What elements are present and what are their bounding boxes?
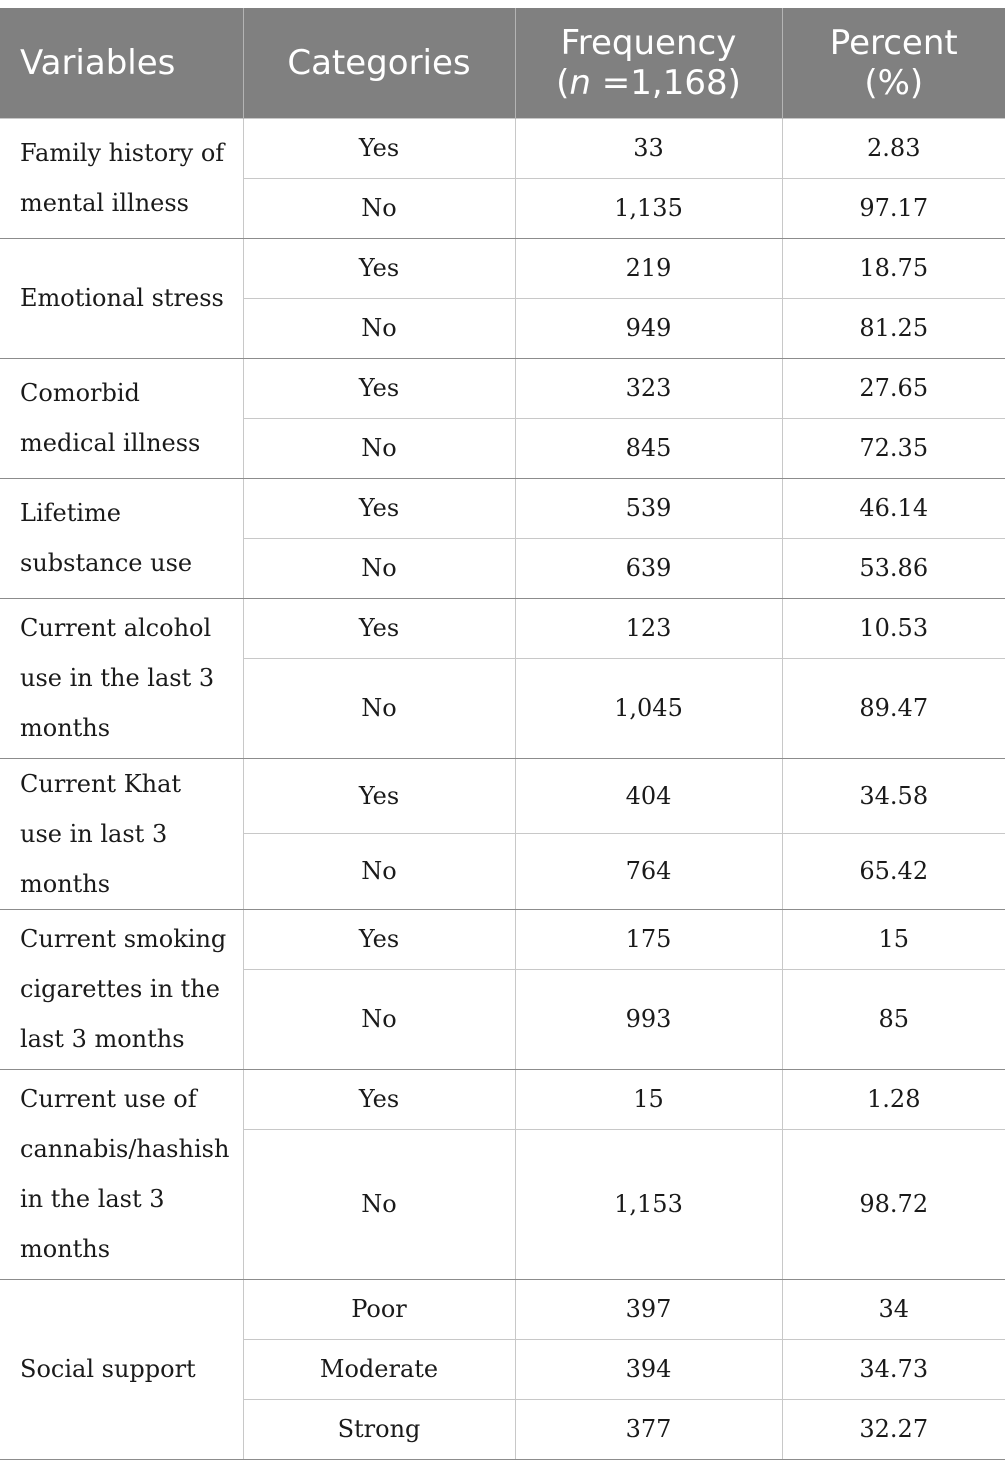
- frequency-cell: 394: [515, 1339, 782, 1399]
- category-cell: Yes: [243, 238, 515, 298]
- header-frequency-label: Frequency: [560, 22, 737, 63]
- header-categories: Categories: [243, 8, 515, 118]
- category-cell: No: [243, 1129, 515, 1279]
- table-header: [0, 8, 1005, 118]
- variable-cell: Emotional stress: [0, 238, 243, 358]
- category-cell: No: [243, 538, 515, 598]
- percent-cell: 46.14: [782, 478, 1005, 538]
- variable-cell: Family history of mental illness: [0, 118, 243, 238]
- frequency-cell: 764: [515, 834, 782, 910]
- category-cell: No: [243, 178, 515, 238]
- category-cell: Yes: [243, 598, 515, 658]
- percent-cell: 89.47: [782, 658, 1005, 758]
- percent-cell: 1.28: [782, 1069, 1005, 1129]
- percent-cell: 34.58: [782, 758, 1005, 834]
- percent-cell: 72.35: [782, 418, 1005, 478]
- category-cell: Poor: [243, 1279, 515, 1339]
- header-frequency-total: =1,168): [590, 62, 741, 103]
- category-cell: No: [243, 834, 515, 910]
- frequency-cell: 949: [515, 298, 782, 358]
- frequency-cell: 397: [515, 1279, 782, 1339]
- category-cell: Yes: [243, 118, 515, 178]
- table-row: [0, 358, 1005, 418]
- variable-cell: Current use of cannabis/hashish in the last 3 months: [0, 1069, 243, 1279]
- variable-cell: Current Khat use in last 3 months: [0, 758, 243, 909]
- frequency-cell: 323: [515, 358, 782, 418]
- category-cell: Yes: [243, 478, 515, 538]
- header-percent-label: Percent: [829, 22, 958, 63]
- percent-cell: 97.17: [782, 178, 1005, 238]
- table-row: [0, 1069, 1005, 1129]
- table-row: [0, 758, 1005, 834]
- variable-cell: Comorbid medical illness: [0, 358, 243, 478]
- frequency-cell: 1,153: [515, 1129, 782, 1279]
- frequency-cell: 1,045: [515, 658, 782, 758]
- category-cell: Yes: [243, 909, 515, 969]
- percent-cell: 34: [782, 1279, 1005, 1339]
- frequency-cell: 123: [515, 598, 782, 658]
- variable-cell: Current alcohol use in the last 3 months: [0, 598, 243, 758]
- header-percent: [782, 8, 1005, 118]
- percent-cell: 32.27: [782, 1399, 1005, 1459]
- percent-cell: 81.25: [782, 298, 1005, 358]
- table-row: [0, 238, 1005, 298]
- category-cell: Yes: [243, 1069, 515, 1129]
- category-cell: No: [243, 658, 515, 758]
- percent-cell: 10.53: [782, 598, 1005, 658]
- frequency-cell: 993: [515, 969, 782, 1069]
- percent-cell: 65.42: [782, 834, 1005, 910]
- table-row: [0, 478, 1005, 538]
- header-variables: Variables: [0, 8, 243, 118]
- percent-cell: 18.75: [782, 238, 1005, 298]
- header-percent-unit: (%): [864, 62, 924, 103]
- frequency-cell: 639: [515, 538, 782, 598]
- variable-cell: Current smoking cigarettes in the last 3 months: [0, 909, 243, 1069]
- category-cell: No: [243, 418, 515, 478]
- table-row: [0, 909, 1005, 969]
- category-cell: Yes: [243, 358, 515, 418]
- percent-cell: 34.73: [782, 1339, 1005, 1399]
- frequency-cell: 15: [515, 1069, 782, 1129]
- percent-cell: 27.65: [782, 358, 1005, 418]
- frequency-cell: 539: [515, 478, 782, 538]
- frequency-cell: 175: [515, 909, 782, 969]
- category-cell: Yes: [243, 758, 515, 834]
- header-frequency: Frequency (n =1,168): [515, 8, 782, 118]
- header-frequency-n: n: [569, 62, 591, 103]
- frequency-cell: 33: [515, 118, 782, 178]
- frequency-cell: 1,135: [515, 178, 782, 238]
- data-table: [0, 8, 1005, 1460]
- variable-cell: Social support: [0, 1279, 243, 1459]
- percent-cell: 2.83: [782, 118, 1005, 178]
- category-cell: Moderate: [243, 1339, 515, 1399]
- table-row: [0, 118, 1005, 178]
- category-cell: Strong: [243, 1399, 515, 1459]
- percent-cell: 15: [782, 909, 1005, 969]
- frequency-cell: 219: [515, 238, 782, 298]
- percent-cell: 85: [782, 969, 1005, 1069]
- frequency-cell: 404: [515, 758, 782, 834]
- table-row: [0, 598, 1005, 658]
- table-body: [0, 118, 1005, 1459]
- percent-cell: 53.86: [782, 538, 1005, 598]
- frequency-cell: 377: [515, 1399, 782, 1459]
- variable-cell: Lifetime substance use: [0, 478, 243, 598]
- category-cell: No: [243, 969, 515, 1069]
- table-row: [0, 1279, 1005, 1339]
- category-cell: No: [243, 298, 515, 358]
- percent-cell: 98.72: [782, 1129, 1005, 1279]
- frequency-cell: 845: [515, 418, 782, 478]
